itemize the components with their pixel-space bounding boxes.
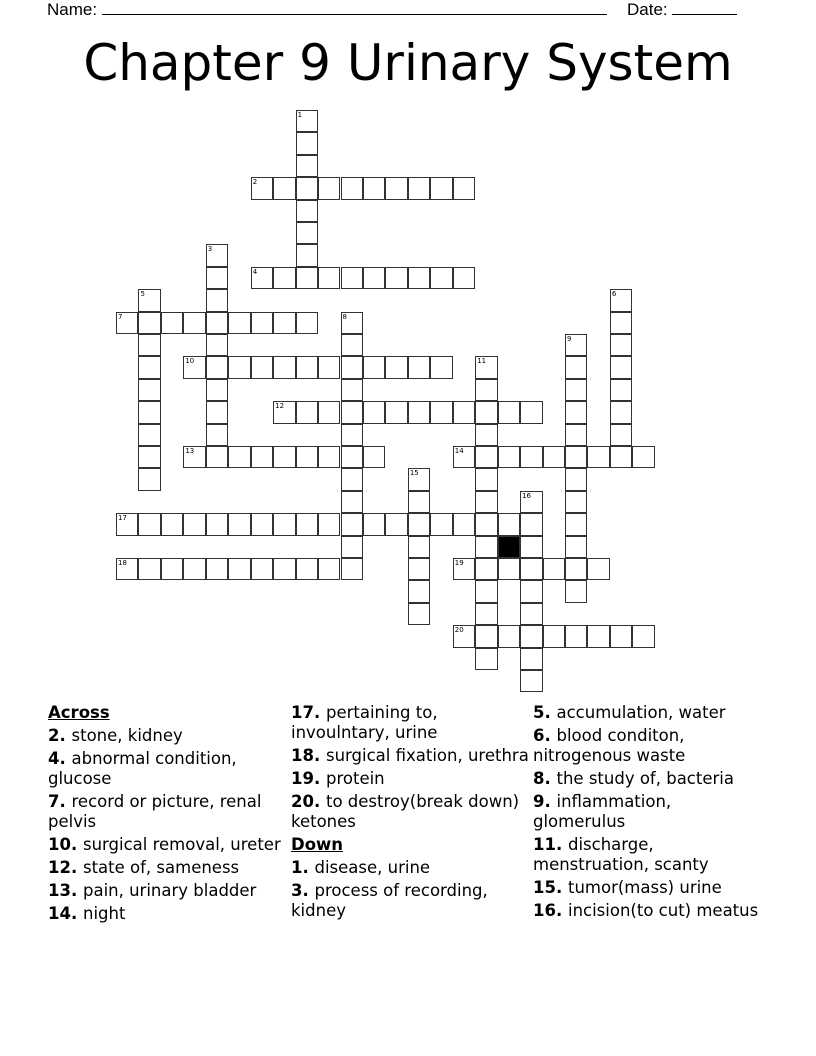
grid-cell[interactable] [363, 513, 385, 535]
grid-cell[interactable] [318, 267, 340, 289]
grid-cell[interactable] [498, 625, 520, 647]
date-label: Date: [627, 0, 668, 19]
grid-cell[interactable] [565, 536, 587, 558]
clue-number: 15 [533, 878, 556, 897]
grid-cell[interactable] [318, 446, 340, 468]
down-heading: Down [291, 835, 344, 854]
grid-cell[interactable] [273, 267, 295, 289]
grid-cell[interactable] [408, 558, 430, 580]
grid-cell[interactable] [341, 334, 363, 356]
clue-number: 12 [48, 858, 71, 877]
grid-cell[interactable] [408, 356, 430, 378]
clue-number: 13 [48, 881, 71, 900]
clue-number: 6 [533, 726, 545, 745]
across-clue-19: 19. protein [291, 769, 385, 788]
grid-cell[interactable] [408, 603, 430, 625]
grid-cell[interactable] [475, 513, 497, 535]
clue-text: surgical fixation, urethra [325, 746, 529, 765]
cell-number: 17 [118, 514, 127, 523]
grid-cell[interactable] [296, 222, 318, 244]
grid-cell[interactable] [341, 468, 363, 490]
grid-cell[interactable] [610, 289, 632, 311]
cell-number: 3 [207, 245, 213, 254]
grid-cell[interactable] [430, 513, 452, 535]
grid-cell[interactable] [318, 177, 340, 199]
grid-cell[interactable] [363, 267, 385, 289]
grid-cell[interactable] [453, 267, 475, 289]
grid-cell[interactable] [385, 356, 407, 378]
grid-cell[interactable] [116, 312, 138, 334]
page-title: Chapter 9 Urinary System [83, 34, 733, 92]
grid-cell[interactable] [453, 513, 475, 535]
grid-cell[interactable] [228, 446, 250, 468]
grid-cell[interactable] [206, 312, 228, 334]
grid-cell[interactable] [138, 379, 160, 401]
grid-cell[interactable] [543, 446, 565, 468]
grid-cell[interactable] [206, 424, 228, 446]
across-clue-17: 17. pertaining to, invoulntary, urine [291, 703, 438, 742]
grid-cell[interactable] [138, 424, 160, 446]
clue-number: 19 [291, 769, 314, 788]
grid-cell[interactable] [430, 267, 452, 289]
grid-cell[interactable] [543, 625, 565, 647]
grid-cell[interactable] [475, 379, 497, 401]
clue-text: state of, sameness [82, 858, 240, 877]
grid-cell[interactable] [453, 625, 475, 647]
grid-cell[interactable] [161, 513, 183, 535]
grid-cell[interactable] [430, 401, 452, 423]
grid-cell[interactable] [610, 401, 632, 423]
grid-cell[interactable] [363, 401, 385, 423]
clue-text: surgical removal, ureter [82, 835, 281, 854]
grid-cell[interactable] [228, 356, 250, 378]
clue-number: 1 [291, 858, 303, 877]
across-clue-2: 2. stone, kidney [48, 726, 183, 745]
grid-cell[interactable] [183, 513, 205, 535]
grid-cell[interactable] [138, 289, 160, 311]
down-clue-11: 11. discharge, menstruation, scanty [533, 835, 709, 874]
grid-cell[interactable] [251, 356, 273, 378]
grid-cell[interactable] [408, 536, 430, 558]
grid-cell[interactable] [318, 356, 340, 378]
clue-text: night [82, 904, 126, 923]
grid-cell[interactable] [565, 491, 587, 513]
cell-number: 9 [567, 335, 572, 343]
grid-cell[interactable] [385, 401, 407, 423]
grid-cell[interactable] [228, 558, 250, 580]
grid-cell[interactable] [296, 558, 318, 580]
across-clue-14: 14. night [48, 904, 126, 923]
cell-number: 20 [454, 626, 464, 635]
grid-cell[interactable] [565, 401, 587, 423]
clue-text: pertaining to, invoulntary, urine [291, 703, 438, 742]
down-clue-5: 5. accumulation, water [533, 703, 726, 722]
grid-cell[interactable] [565, 468, 587, 490]
grid-cell[interactable] [520, 401, 542, 423]
grid-cell[interactable] [296, 155, 318, 177]
grid-cell[interactable] [408, 401, 430, 423]
across-clue-18: 18. surgical fixation, urethra [291, 746, 529, 765]
grid-cell[interactable] [138, 513, 160, 535]
across-clue-7: 7. record or picture, renal pelvis [48, 792, 262, 831]
grid-cell[interactable] [475, 580, 497, 602]
grid-cell[interactable] [341, 513, 363, 535]
grid-cell[interactable] [475, 491, 497, 513]
cell-number: 11 [477, 357, 487, 366]
grid-cell[interactable] [273, 312, 295, 334]
grid-cell[interactable] [587, 625, 609, 647]
grid-cell[interactable] [228, 312, 250, 334]
grid-cell[interactable] [318, 401, 340, 423]
cell-number: 19 [454, 559, 464, 567]
grid-cell[interactable] [565, 446, 587, 468]
cell-number: 7 [118, 312, 123, 321]
grid-cell[interactable] [520, 625, 542, 647]
grid-cell[interactable] [273, 177, 295, 199]
grid-cell[interactable] [408, 267, 430, 289]
grid-cell[interactable] [273, 356, 295, 378]
clue-number: 18 [291, 746, 314, 765]
grid-cell[interactable] [632, 625, 654, 647]
grid-cell[interactable] [206, 267, 228, 289]
grid-cell[interactable] [565, 379, 587, 401]
grid-cell[interactable] [475, 648, 497, 670]
black-cell [498, 536, 520, 558]
grid-cell[interactable] [206, 289, 228, 311]
across-clue-20: 20. to destroy(break down) ketones [291, 792, 520, 831]
cell-number: 10 [185, 357, 195, 366]
grid-cell[interactable] [138, 558, 160, 580]
clue-number: 10 [48, 835, 71, 854]
down-clue-15: 15. tumor(mass) urine [533, 878, 722, 897]
grid-cell[interactable] [341, 379, 363, 401]
clue-number: 17 [291, 703, 314, 722]
grid-cell[interactable] [341, 177, 363, 199]
clue-number: 5 [533, 703, 545, 722]
across-heading: Across [48, 703, 110, 722]
grid-cell[interactable] [475, 446, 497, 468]
grid-cell[interactable] [475, 356, 497, 378]
name-label: Name: [47, 0, 98, 19]
grid-cell[interactable] [453, 558, 475, 580]
grid-cell[interactable] [565, 580, 587, 602]
across-clue-4: 4. abnormal condition, glucose [48, 749, 237, 788]
clue-text: discharge, menstruation, scanty [533, 835, 709, 874]
clues-column-1 [48, 703, 293, 927]
grid-cell[interactable] [408, 513, 430, 535]
grid-cell[interactable] [520, 670, 542, 692]
grid-cell[interactable] [363, 177, 385, 199]
grid-cell[interactable] [498, 446, 520, 468]
grid-cell[interactable] [520, 513, 542, 535]
grid-cell[interactable] [475, 468, 497, 490]
clue-text: stone, kidney [71, 726, 183, 745]
grid-cell[interactable] [475, 401, 497, 423]
grid-cell[interactable] [520, 648, 542, 670]
across-clue-12: 12. state of, sameness [48, 858, 240, 877]
grid-cell[interactable] [251, 446, 273, 468]
grid-cell[interactable] [610, 379, 632, 401]
down-clue-1: 1. disease, urine [291, 858, 431, 877]
grid-cell[interactable] [430, 177, 452, 199]
clue-text: protein [325, 769, 385, 788]
grid-cell[interactable] [385, 267, 407, 289]
grid-cell[interactable] [228, 513, 250, 535]
grid-cell[interactable] [385, 177, 407, 199]
grid-cell[interactable] [408, 468, 430, 490]
grid-cell[interactable] [251, 267, 273, 289]
grid-cell[interactable] [206, 379, 228, 401]
grid-cell[interactable] [296, 110, 318, 132]
grid-cell[interactable] [632, 446, 654, 468]
grid-cell[interactable] [206, 334, 228, 356]
grid-cell[interactable] [408, 580, 430, 602]
cell-number: 18 [118, 559, 127, 567]
down-clue-16: 16. incision(to cut) meatus [533, 901, 759, 920]
grid-cell[interactable] [610, 625, 632, 647]
grid-cell[interactable] [341, 424, 363, 446]
grid-cell[interactable] [251, 558, 273, 580]
grid-cell[interactable] [520, 491, 542, 513]
grid-cell[interactable] [273, 401, 295, 423]
grid-cell[interactable] [161, 558, 183, 580]
grid-cell[interactable] [341, 401, 363, 423]
grid-cell[interactable] [138, 401, 160, 423]
clue-text: blood conditon, nitrogenous waste [533, 726, 686, 765]
down-clue-9: 9. inflammation, glomerulus [533, 792, 672, 831]
grid-cell[interactable] [206, 446, 228, 468]
clue-text: disease, urine [314, 858, 431, 877]
grid-cell[interactable] [296, 177, 318, 199]
grid-cell[interactable] [363, 446, 385, 468]
grid-cell[interactable] [273, 558, 295, 580]
grid-cell[interactable] [296, 132, 318, 154]
grid-cell[interactable] [251, 177, 273, 199]
grid-cell[interactable] [206, 558, 228, 580]
clue-number: 7 [48, 792, 60, 811]
clues-column-3 [533, 703, 763, 924]
grid-cell[interactable] [341, 312, 363, 334]
grid-cell[interactable] [610, 312, 632, 334]
grid-cell[interactable] [273, 513, 295, 535]
clue-number: 20 [291, 792, 314, 811]
clue-text: inflammation, glomerulus [533, 792, 672, 831]
grid-cell[interactable] [138, 334, 160, 356]
grid-cell[interactable] [565, 334, 587, 356]
grid-cell[interactable] [498, 513, 520, 535]
down-clue-6: 6. blood conditon, nitrogenous waste [533, 726, 686, 765]
cell-number: 8 [342, 312, 347, 321]
across-clue-10: 10. surgical removal, ureter [48, 835, 281, 854]
grid-cell[interactable] [453, 446, 475, 468]
clue-text: record or picture, renal pelvis [48, 792, 262, 831]
cell-number: 6 [611, 290, 617, 299]
clue-number: 11 [533, 835, 556, 854]
grid-cell[interactable] [475, 424, 497, 446]
grid-cell[interactable] [183, 356, 205, 378]
grid-cell[interactable] [341, 267, 363, 289]
grid-cell[interactable] [183, 446, 205, 468]
grid-cell[interactable] [138, 356, 160, 378]
grid-cell[interactable] [498, 401, 520, 423]
cell-number: 5 [140, 290, 145, 299]
grid-cell[interactable] [296, 200, 318, 222]
grid-cell[interactable] [296, 513, 318, 535]
cell-number: 2 [252, 178, 258, 187]
grid-cell[interactable] [610, 356, 632, 378]
grid-cell[interactable] [385, 513, 407, 535]
grid-cell[interactable] [475, 558, 497, 580]
grid-cell[interactable] [116, 558, 138, 580]
grid-cell[interactable] [587, 558, 609, 580]
grid-cell[interactable] [520, 446, 542, 468]
grid-cell[interactable] [453, 401, 475, 423]
grid-cell[interactable] [543, 558, 565, 580]
clue-number: 3 [291, 881, 303, 900]
clue-text: pain, urinary bladder [82, 881, 257, 900]
grid-cell[interactable] [430, 356, 452, 378]
grid-cell[interactable] [565, 424, 587, 446]
grid-cell[interactable] [206, 513, 228, 535]
clues-column-2 [291, 703, 536, 924]
grid-cell[interactable] [587, 446, 609, 468]
clue-number: 9 [533, 792, 545, 811]
grid-cell[interactable] [610, 446, 632, 468]
grid-cell[interactable] [363, 356, 385, 378]
grid-cell[interactable] [296, 356, 318, 378]
clue-text: to destroy(break down) ketones [291, 792, 520, 831]
clue-number: 8 [533, 769, 545, 788]
grid-cell[interactable] [183, 558, 205, 580]
clue-text: abnormal condition, glucose [48, 749, 237, 788]
grid-cell[interactable] [273, 446, 295, 468]
grid-cell[interactable] [408, 491, 430, 513]
grid-cell[interactable] [296, 401, 318, 423]
grid-cell[interactable] [116, 513, 138, 535]
grid-cell[interactable] [341, 536, 363, 558]
clue-number: 16 [533, 901, 556, 920]
clue-text: the study of, bacteria [556, 769, 734, 788]
grid-cell[interactable] [565, 513, 587, 535]
grid-cell[interactable] [206, 401, 228, 423]
cell-number: 14 [454, 447, 464, 455]
down-clue-8: 8. the study of, bacteria [533, 769, 734, 788]
clue-text: process of recording, kidney [291, 881, 488, 920]
grid-cell[interactable] [475, 625, 497, 647]
grid-cell[interactable] [138, 312, 160, 334]
grid-cell[interactable] [610, 424, 632, 446]
grid-cell[interactable] [161, 312, 183, 334]
grid-cell[interactable] [318, 558, 340, 580]
grid-cell[interactable] [206, 356, 228, 378]
grid-cell[interactable] [408, 177, 430, 199]
cell-number: 13 [185, 447, 195, 455]
clue-text: incision(to cut) meatus [567, 901, 759, 920]
grid-cell[interactable] [475, 536, 497, 558]
grid-cell[interactable] [498, 558, 520, 580]
grid-cell[interactable] [206, 244, 228, 266]
grid-cell[interactable] [251, 513, 273, 535]
across-clue-13: 13. pain, urinary bladder [48, 881, 257, 900]
cell-number: 15 [409, 469, 419, 478]
clue-text: accumulation, water [556, 703, 726, 722]
down-clue-3: 3. process of recording, kidney [291, 881, 488, 920]
grid-cell[interactable] [341, 558, 363, 580]
grid-cell[interactable] [610, 334, 632, 356]
grid-cell[interactable] [475, 603, 497, 625]
grid-cell[interactable] [520, 536, 542, 558]
grid-cell[interactable] [341, 356, 363, 378]
grid-cell[interactable] [318, 513, 340, 535]
grid-cell[interactable] [520, 558, 542, 580]
cell-number: 1 [297, 111, 303, 119]
grid-cell[interactable] [520, 603, 542, 625]
grid-cell[interactable] [341, 491, 363, 513]
clue-number: 4 [48, 749, 60, 768]
grid-cell[interactable] [296, 312, 318, 334]
cell-number: 16 [522, 491, 532, 500]
grid-cell[interactable] [296, 267, 318, 289]
clue-number: 2 [48, 726, 60, 745]
grid-cell[interactable] [296, 446, 318, 468]
grid-cell[interactable] [565, 558, 587, 580]
cell-number: 4 [252, 267, 258, 276]
grid-cell[interactable] [296, 244, 318, 266]
grid-cell[interactable] [520, 580, 542, 602]
grid-cell[interactable] [453, 177, 475, 199]
clue-text: tumor(mass) urine [567, 878, 722, 897]
grid-cell[interactable] [138, 468, 160, 490]
clue-number: 14 [48, 904, 71, 923]
grid-cell[interactable] [138, 446, 160, 468]
grid-cell[interactable] [565, 625, 587, 647]
cell-number: 12 [275, 402, 285, 411]
grid-cell[interactable] [183, 312, 205, 334]
grid-cell[interactable] [251, 312, 273, 334]
grid-cell[interactable] [341, 446, 363, 468]
grid-cell[interactable] [565, 356, 587, 378]
